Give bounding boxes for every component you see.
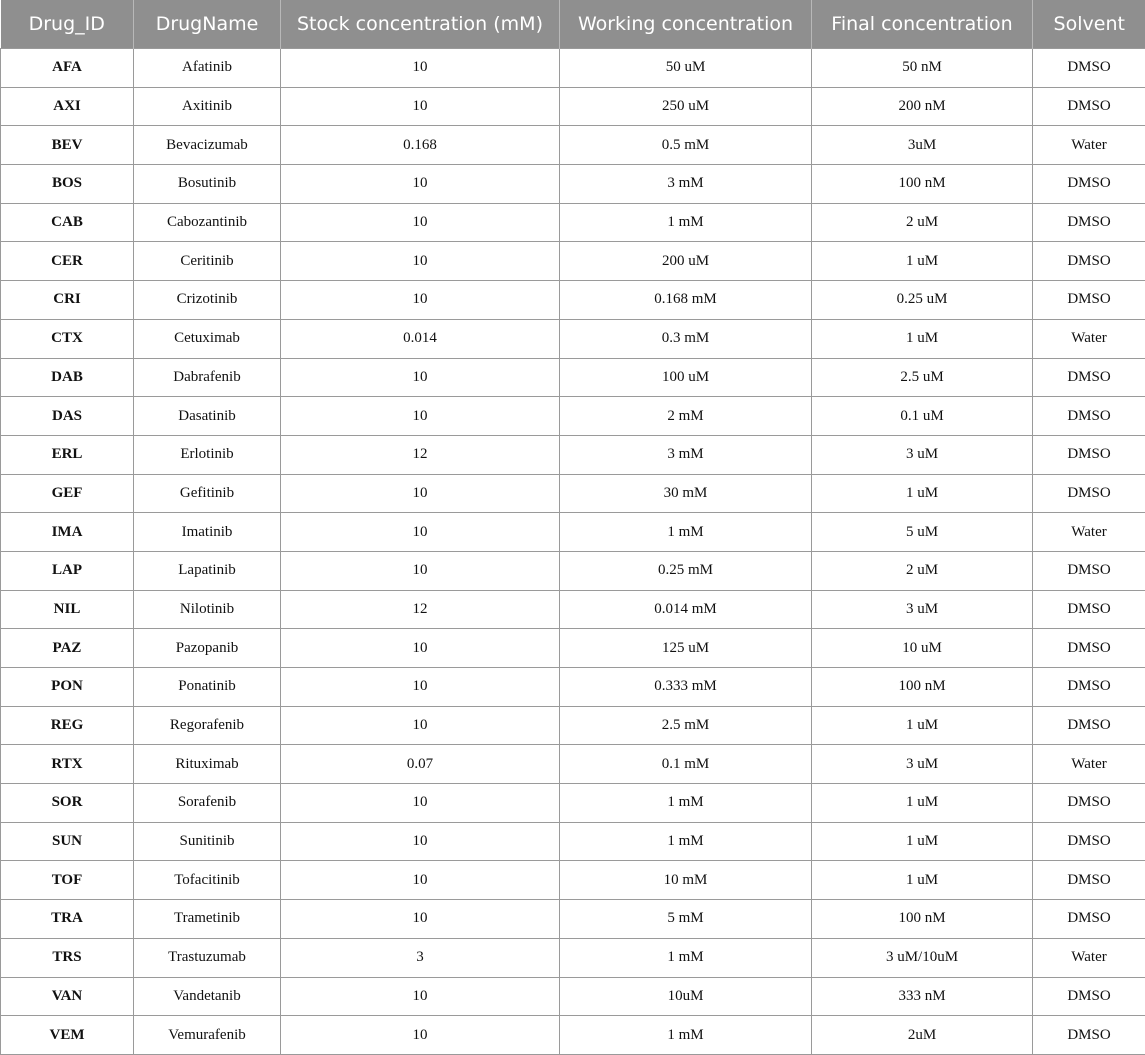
- drug-id-cell: IMA: [1, 513, 134, 552]
- drug-name-cell: Erlotinib: [134, 435, 281, 474]
- drug-id-cell: CAB: [1, 203, 134, 242]
- solvent-cell: DMSO: [1033, 1016, 1145, 1055]
- drug-id-cell: PAZ: [1, 629, 134, 668]
- solvent-cell: DMSO: [1033, 668, 1145, 707]
- solvent-cell: DMSO: [1033, 629, 1145, 668]
- final-concentration-cell: 3 uM: [812, 745, 1033, 784]
- working-concentration-cell: 0.168 mM: [560, 281, 812, 320]
- final-concentration-cell: 2 uM: [812, 203, 1033, 242]
- solvent-cell: Water: [1033, 319, 1145, 358]
- drug-id-cell: REG: [1, 706, 134, 745]
- drug-id-cell: TRS: [1, 938, 134, 977]
- final-concentration-cell: 50 nM: [812, 49, 1033, 88]
- final-concentration-cell: 10 uM: [812, 629, 1033, 668]
- stock-concentration-cell: 10: [281, 900, 560, 939]
- drug-id-cell: AXI: [1, 87, 134, 126]
- working-concentration-cell: 0.25 mM: [560, 551, 812, 590]
- stock-concentration-cell: 10: [281, 49, 560, 88]
- solvent-cell: DMSO: [1033, 900, 1145, 939]
- stock-concentration-cell: 10: [281, 203, 560, 242]
- working-concentration-cell: 2 mM: [560, 397, 812, 436]
- solvent-cell: DMSO: [1033, 203, 1145, 242]
- working-concentration-cell: 2.5 mM: [560, 706, 812, 745]
- stock-concentration-cell: 10: [281, 551, 560, 590]
- table-row: [1, 319, 1145, 358]
- drug-id-cell: CRI: [1, 281, 134, 320]
- drug-id-cell: NIL: [1, 590, 134, 629]
- stock-concentration-cell: 10: [281, 1016, 560, 1055]
- table-row: [1, 977, 1145, 1016]
- stock-concentration-cell: 0.014: [281, 319, 560, 358]
- working-concentration-cell: 0.1 mM: [560, 745, 812, 784]
- stock-concentration-cell: 10: [281, 358, 560, 397]
- header-row: [1, 0, 1145, 49]
- drug-id-cell: LAP: [1, 551, 134, 590]
- stock-concentration-cell: 10: [281, 474, 560, 513]
- final-concentration-cell: 2 uM: [812, 551, 1033, 590]
- stock-concentration-cell: 0.168: [281, 126, 560, 165]
- drug-id-cell: TOF: [1, 861, 134, 900]
- working-concentration-cell: 1 mM: [560, 938, 812, 977]
- drug-name-cell: Regorafenib: [134, 706, 281, 745]
- final-concentration-cell: 1 uM: [812, 822, 1033, 861]
- table-row: [1, 513, 1145, 552]
- final-concentration-cell: 2.5 uM: [812, 358, 1033, 397]
- final-concentration-cell: 2uM: [812, 1016, 1033, 1055]
- table-row: [1, 49, 1145, 88]
- working-concentration-cell: 1 mM: [560, 513, 812, 552]
- drug-name-cell: Sorafenib: [134, 784, 281, 823]
- final-concentration-cell: 3 uM: [812, 435, 1033, 474]
- drug-id-cell: TRA: [1, 900, 134, 939]
- working-concentration-cell: 3 mM: [560, 165, 812, 204]
- stock-concentration-cell: 10: [281, 822, 560, 861]
- drug-name-cell: Ceritinib: [134, 242, 281, 281]
- drug-name-cell: Rituximab: [134, 745, 281, 784]
- drug-id-cell: CTX: [1, 319, 134, 358]
- drug-name-cell: Bosutinib: [134, 165, 281, 204]
- drug-name-cell: Trastuzumab: [134, 938, 281, 977]
- solvent-cell: DMSO: [1033, 87, 1145, 126]
- working-concentration-cell: 1 mM: [560, 784, 812, 823]
- header-stock-concentration: Stock concentration (mM): [281, 0, 560, 49]
- working-concentration-cell: 100 uM: [560, 358, 812, 397]
- solvent-cell: DMSO: [1033, 165, 1145, 204]
- solvent-cell: Water: [1033, 513, 1145, 552]
- working-concentration-cell: 200 uM: [560, 242, 812, 281]
- table-row: [1, 745, 1145, 784]
- table-row: [1, 706, 1145, 745]
- stock-concentration-cell: 10: [281, 281, 560, 320]
- table-row: [1, 668, 1145, 707]
- stock-concentration-cell: 12: [281, 435, 560, 474]
- final-concentration-cell: 200 nM: [812, 87, 1033, 126]
- table-row: [1, 551, 1145, 590]
- table-row: [1, 938, 1145, 977]
- final-concentration-cell: 0.25 uM: [812, 281, 1033, 320]
- table-row: [1, 861, 1145, 900]
- solvent-cell: DMSO: [1033, 706, 1145, 745]
- stock-concentration-cell: 0.07: [281, 745, 560, 784]
- solvent-cell: DMSO: [1033, 474, 1145, 513]
- drug-name-cell: Vandetanib: [134, 977, 281, 1016]
- drug-name-cell: Cabozantinib: [134, 203, 281, 242]
- table-row: [1, 900, 1145, 939]
- drug-name-cell: Crizotinib: [134, 281, 281, 320]
- table-row: [1, 126, 1145, 165]
- stock-concentration-cell: 10: [281, 977, 560, 1016]
- final-concentration-cell: 0.1 uM: [812, 397, 1033, 436]
- working-concentration-cell: 3 mM: [560, 435, 812, 474]
- solvent-cell: DMSO: [1033, 358, 1145, 397]
- solvent-cell: DMSO: [1033, 784, 1145, 823]
- working-concentration-cell: 1 mM: [560, 203, 812, 242]
- drug-name-cell: Cetuximab: [134, 319, 281, 358]
- table-row: [1, 822, 1145, 861]
- header-working-concentration: Working concentration: [560, 0, 812, 49]
- working-concentration-cell: 30 mM: [560, 474, 812, 513]
- drug-name-cell: Tofacitinib: [134, 861, 281, 900]
- stock-concentration-cell: 10: [281, 706, 560, 745]
- solvent-cell: DMSO: [1033, 435, 1145, 474]
- drug-id-cell: VAN: [1, 977, 134, 1016]
- drug-name-cell: Gefitinib: [134, 474, 281, 513]
- solvent-cell: DMSO: [1033, 822, 1145, 861]
- stock-concentration-cell: 10: [281, 629, 560, 668]
- solvent-cell: DMSO: [1033, 49, 1145, 88]
- solvent-cell: DMSO: [1033, 551, 1145, 590]
- stock-concentration-cell: 10: [281, 513, 560, 552]
- drug-name-cell: Sunitinib: [134, 822, 281, 861]
- solvent-cell: DMSO: [1033, 977, 1145, 1016]
- working-concentration-cell: 125 uM: [560, 629, 812, 668]
- drug-id-cell: VEM: [1, 1016, 134, 1055]
- solvent-cell: DMSO: [1033, 397, 1145, 436]
- table-row: [1, 590, 1145, 629]
- drug-id-cell: BEV: [1, 126, 134, 165]
- solvent-cell: Water: [1033, 938, 1145, 977]
- table-row: [1, 203, 1145, 242]
- table-row: [1, 474, 1145, 513]
- final-concentration-cell: 100 nM: [812, 668, 1033, 707]
- drug-name-cell: Axitinib: [134, 87, 281, 126]
- working-concentration-cell: 0.5 mM: [560, 126, 812, 165]
- final-concentration-cell: 1 uM: [812, 474, 1033, 513]
- final-concentration-cell: 1 uM: [812, 861, 1033, 900]
- final-concentration-cell: 100 nM: [812, 165, 1033, 204]
- drug-name-cell: Lapatinib: [134, 551, 281, 590]
- table-row: [1, 784, 1145, 823]
- header-drug-id: Drug_ID: [1, 0, 134, 49]
- final-concentration-cell: 1 uM: [812, 706, 1033, 745]
- drug-name-cell: Imatinib: [134, 513, 281, 552]
- drug-id-cell: SOR: [1, 784, 134, 823]
- working-concentration-cell: 250 uM: [560, 87, 812, 126]
- working-concentration-cell: 50 uM: [560, 49, 812, 88]
- solvent-cell: Water: [1033, 745, 1145, 784]
- working-concentration-cell: 10 mM: [560, 861, 812, 900]
- final-concentration-cell: 3 uM: [812, 590, 1033, 629]
- drug-name-cell: Trametinib: [134, 900, 281, 939]
- working-concentration-cell: 0.3 mM: [560, 319, 812, 358]
- stock-concentration-cell: 3: [281, 938, 560, 977]
- solvent-cell: DMSO: [1033, 861, 1145, 900]
- stock-concentration-cell: 10: [281, 397, 560, 436]
- final-concentration-cell: 333 nM: [812, 977, 1033, 1016]
- table-row: [1, 435, 1145, 474]
- drug-id-cell: CER: [1, 242, 134, 281]
- drug-name-cell: Pazopanib: [134, 629, 281, 668]
- stock-concentration-cell: 10: [281, 165, 560, 204]
- table-row: [1, 629, 1145, 668]
- drug-id-cell: ERL: [1, 435, 134, 474]
- drug-name-cell: Afatinib: [134, 49, 281, 88]
- table-row: [1, 358, 1145, 397]
- final-concentration-cell: 3 uM/10uM: [812, 938, 1033, 977]
- working-concentration-cell: 1 mM: [560, 822, 812, 861]
- working-concentration-cell: 0.014 mM: [560, 590, 812, 629]
- solvent-cell: DMSO: [1033, 590, 1145, 629]
- solvent-cell: Water: [1033, 126, 1145, 165]
- stock-concentration-cell: 12: [281, 590, 560, 629]
- drug-id-cell: BOS: [1, 165, 134, 204]
- drug-id-cell: DAS: [1, 397, 134, 436]
- drug-name-cell: Nilotinib: [134, 590, 281, 629]
- drug-id-cell: AFA: [1, 49, 134, 88]
- table-body: [1, 49, 1145, 1055]
- working-concentration-cell: 10uM: [560, 977, 812, 1016]
- drug-id-cell: DAB: [1, 358, 134, 397]
- drug-name-cell: Ponatinib: [134, 668, 281, 707]
- stock-concentration-cell: 10: [281, 668, 560, 707]
- stock-concentration-cell: 10: [281, 784, 560, 823]
- drug-id-cell: GEF: [1, 474, 134, 513]
- solvent-cell: DMSO: [1033, 242, 1145, 281]
- stock-concentration-cell: 10: [281, 861, 560, 900]
- working-concentration-cell: 1 mM: [560, 1016, 812, 1055]
- final-concentration-cell: 100 nM: [812, 900, 1033, 939]
- table-header: [1, 0, 1145, 49]
- working-concentration-cell: 0.333 mM: [560, 668, 812, 707]
- table-row: [1, 87, 1145, 126]
- header-drug-name: DrugName: [134, 0, 281, 49]
- drug-name-cell: Vemurafenib: [134, 1016, 281, 1055]
- final-concentration-cell: 3uM: [812, 126, 1033, 165]
- drug-id-cell: PON: [1, 668, 134, 707]
- final-concentration-cell: 1 uM: [812, 784, 1033, 823]
- drug-name-cell: Dabrafenib: [134, 358, 281, 397]
- drug-id-cell: RTX: [1, 745, 134, 784]
- table-row: [1, 165, 1145, 204]
- table-row: [1, 281, 1145, 320]
- solvent-cell: DMSO: [1033, 281, 1145, 320]
- final-concentration-cell: 1 uM: [812, 319, 1033, 358]
- final-concentration-cell: 1 uM: [812, 242, 1033, 281]
- stock-concentration-cell: 10: [281, 87, 560, 126]
- drug-name-cell: Bevacizumab: [134, 126, 281, 165]
- drug-id-cell: SUN: [1, 822, 134, 861]
- table-row: [1, 397, 1145, 436]
- table-row: [1, 242, 1145, 281]
- stock-concentration-cell: 10: [281, 242, 560, 281]
- working-concentration-cell: 5 mM: [560, 900, 812, 939]
- final-concentration-cell: 5 uM: [812, 513, 1033, 552]
- header-solvent: Solvent: [1033, 0, 1145, 49]
- drug-name-cell: Dasatinib: [134, 397, 281, 436]
- header-final-concentration: Final concentration: [812, 0, 1033, 49]
